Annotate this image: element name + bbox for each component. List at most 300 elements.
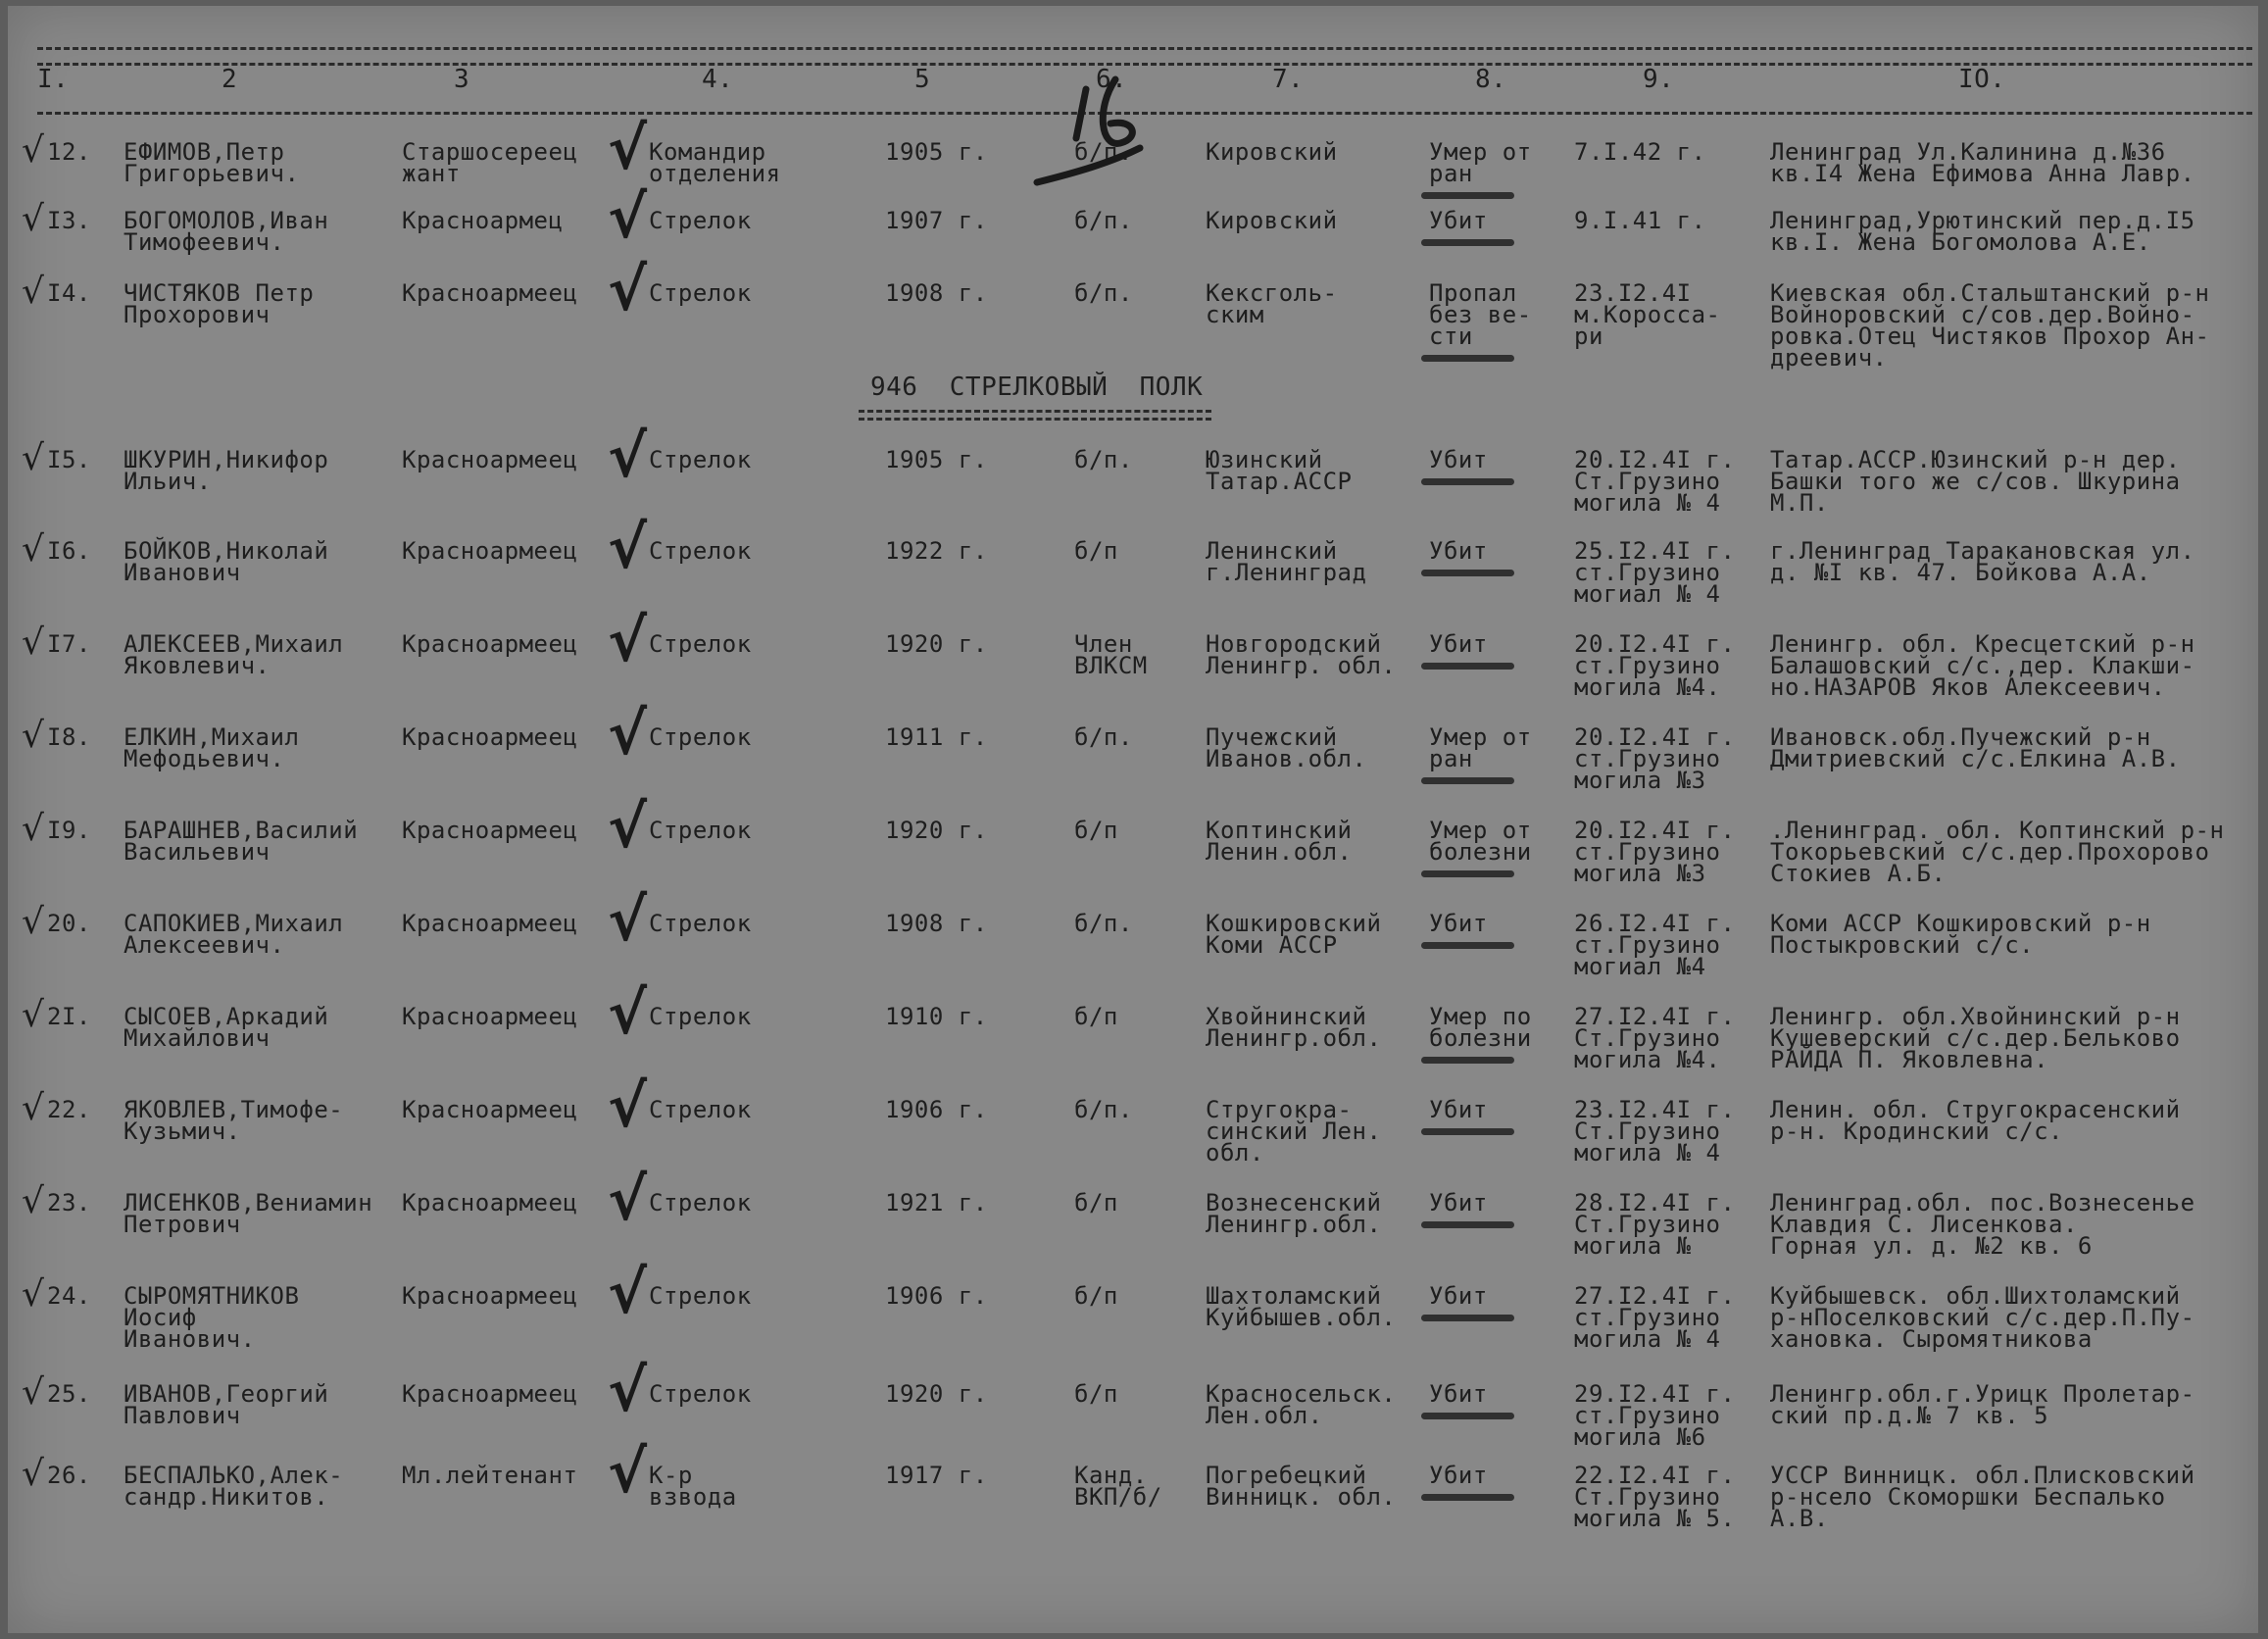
verification-check-mark: √ (608, 115, 648, 183)
birth-year: 1920 г. (885, 817, 988, 844)
section-title-underline-1 (859, 410, 1211, 413)
date-and-burial: ст.Грузино (1574, 1304, 1721, 1331)
rank: Мл.лейтенант (402, 1462, 578, 1489)
date-and-burial: Ст.Грузино (1574, 1118, 1721, 1145)
draft-district: Коми АССР (1206, 931, 1338, 959)
position: Стрелок (649, 910, 752, 937)
rank: Красноармеец (402, 630, 578, 658)
birth-year: 1910 г. (885, 1003, 988, 1030)
date-and-burial: 23.I2.4I (1574, 279, 1692, 307)
fate-status: Умер от (1429, 723, 1532, 751)
header-rule-2 (37, 63, 2252, 66)
birth-year: 1908 г. (885, 910, 988, 937)
row-number: I9. (47, 817, 91, 844)
fate-status: Убит (1429, 630, 1488, 658)
row-number: 22. (47, 1096, 91, 1123)
relatives-address: кв.I4 Жена Ефимова Анна Лавр. (1770, 160, 2195, 187)
date-and-burial: 29.I2.4I г. (1574, 1380, 1736, 1408)
party-membership: б/п. (1074, 723, 1133, 751)
fate-underline (1421, 355, 1514, 362)
row-number: I6. (47, 537, 91, 565)
date-and-burial: могила № 5. (1574, 1505, 1736, 1532)
relatives-address: Балашовский с/с.,дер. Клакши- (1770, 652, 2195, 679)
row-number: I5. (47, 446, 91, 473)
date-and-burial: ст.Грузино (1574, 652, 1721, 679)
date-and-burial: могила №4. (1574, 673, 1721, 701)
relatives-address: Ивановск.обл.Пучежский р-н (1770, 723, 2151, 751)
verification-check-mark: √ (608, 607, 648, 675)
date-and-burial: Ст.Грузино (1574, 1483, 1721, 1511)
fate-underline (1421, 1057, 1514, 1064)
row-tick-mark: √ (22, 1454, 44, 1494)
fate-underline (1421, 1221, 1514, 1228)
row-tick-mark: √ (22, 622, 44, 663)
position: Стрелок (649, 1282, 752, 1310)
draft-district: ским (1206, 301, 1264, 328)
row-number: 25. (47, 1380, 91, 1408)
header-rule-top (37, 47, 2252, 50)
party-membership: б/п. (1074, 910, 1133, 937)
verification-check-mark: √ (608, 1072, 648, 1141)
draft-district: Стругокра- (1206, 1096, 1353, 1123)
column-number-5: 5 (914, 65, 931, 94)
verification-check-mark: √ (608, 1357, 648, 1425)
date-and-burial: могиал № 4 (1574, 580, 1721, 608)
relatives-address: Ленин. обл. Стругокрасенский (1770, 1096, 2181, 1123)
relatives-address: р-нПоселковский с/с.дер.П.Пу- (1770, 1304, 2195, 1331)
draft-district: Татар.АССР (1206, 468, 1353, 495)
relatives-address: А.В. (1770, 1505, 1829, 1532)
fate-underline (1421, 570, 1514, 576)
row-number: I3. (47, 207, 91, 234)
row-tick-mark: √ (22, 809, 44, 849)
draft-district: Иванов.обл. (1206, 745, 1367, 772)
full-name: АЛЕКСЕЕВ,Михаил (123, 630, 344, 658)
relatives-address: Татар.АССР.Юзинский р-н дер. (1770, 446, 2181, 473)
relatives-address: .Ленинград. обл. Коптинский р-н (1770, 817, 2225, 844)
column-number-4: 4. (702, 65, 734, 94)
fate-underline (1421, 1315, 1514, 1321)
fate-status: Пропал (1429, 279, 1517, 307)
full-name: Кузьмич. (123, 1118, 241, 1145)
date-and-burial: 9.I.41 г. (1574, 207, 1706, 234)
relatives-address: УССР Винницк. обл.Плисковский (1770, 1462, 2195, 1489)
fate-status: без ве- (1429, 301, 1532, 328)
draft-district: Винницк. обл. (1206, 1483, 1397, 1511)
full-name: Яковлевич. (123, 652, 271, 679)
full-name: Алексеевич. (123, 931, 285, 959)
full-name: БЕСПАЛЬКО,Алек- (123, 1462, 344, 1489)
rank: Красноармеец (402, 723, 578, 751)
fate-status: болезни (1429, 838, 1532, 866)
fate-status: ран (1429, 745, 1473, 772)
relatives-address: р-нсело Скоморшки Беспалько (1770, 1483, 2166, 1511)
draft-district: Кошкировский (1206, 910, 1382, 937)
fate-status: Убит (1429, 207, 1488, 234)
date-and-burial: могила № 4 (1574, 1325, 1721, 1353)
date-and-burial: 25.I2.4I г. (1574, 537, 1736, 565)
row-number: I7. (47, 630, 91, 658)
position: Стрелок (649, 1380, 752, 1408)
rank: Красноармеец (402, 1003, 578, 1030)
row-number: 26. (47, 1462, 91, 1489)
full-name: ШКУРИН,Никифор (123, 446, 329, 473)
relatives-address: Стокиев А.Б. (1770, 860, 1947, 887)
draft-district: Шахтоламский (1206, 1282, 1382, 1310)
row-tick-mark: √ (22, 438, 44, 478)
draft-district: Ленингр. обл. (1206, 652, 1397, 679)
row-tick-mark: √ (22, 1274, 44, 1315)
section-title-underline-2 (859, 418, 1211, 421)
relatives-address: дреевич. (1770, 344, 1888, 372)
position: Стрелок (649, 1189, 752, 1217)
row-number: 23. (47, 1189, 91, 1217)
row-tick-mark: √ (22, 529, 44, 570)
relatives-address: р-н. Кродинский с/с. (1770, 1118, 2063, 1145)
fate-status: Убит (1429, 537, 1488, 565)
fate-underline (1421, 663, 1514, 670)
verification-check-mark: √ (608, 183, 648, 252)
fate-status: болезни (1429, 1024, 1532, 1052)
verification-check-mark: √ (608, 1259, 648, 1327)
date-and-burial: Ст.Грузино (1574, 468, 1721, 495)
relatives-address: Ленингр. обл. Кресцетский р-н (1770, 630, 2195, 658)
date-and-burial: 20.I2.4I г. (1574, 817, 1736, 844)
party-membership: б/п (1074, 1282, 1118, 1310)
full-name: Прохорович (123, 301, 271, 328)
fate-underline (1421, 1128, 1514, 1135)
fate-underline (1421, 478, 1514, 485)
row-number: I4. (47, 279, 91, 307)
party-membership: б/п. (1074, 138, 1133, 166)
row-number: 12. (47, 138, 91, 166)
birth-year: 1917 г. (885, 1462, 988, 1489)
party-membership: б/п. (1074, 207, 1133, 234)
relatives-address: Ленингр. обл.Хвойнинский р-н (1770, 1003, 2181, 1030)
full-name: Иванович. (123, 1325, 256, 1353)
row-number: 24. (47, 1282, 91, 1310)
birth-year: 1907 г. (885, 207, 988, 234)
full-name: Тимофеевич. (123, 228, 285, 256)
position: Стрелок (649, 723, 752, 751)
draft-district: Куйбышев.обл. (1206, 1304, 1397, 1331)
date-and-burial: Ст.Грузино (1574, 1211, 1721, 1238)
date-and-burial: 7.I.42 г. (1574, 138, 1706, 166)
date-and-burial: могила №6 (1574, 1423, 1706, 1451)
relatives-address: Войноровский с/сов.дер.Войно- (1770, 301, 2195, 328)
relatives-address: Башки того же с/сов. Шкурина (1770, 468, 2181, 495)
row-tick-mark: √ (22, 1181, 44, 1221)
birth-year: 1922 г. (885, 537, 988, 565)
date-and-burial: ст.Грузино (1574, 1402, 1721, 1429)
fate-underline (1421, 942, 1514, 949)
fate-status: Убит (1429, 1462, 1488, 1489)
column-number-2: 2 (222, 65, 238, 94)
relatives-address: Постыкровский с/с. (1770, 931, 2035, 959)
party-membership: Канд. (1074, 1462, 1148, 1489)
rank: Красноармеец (402, 910, 578, 937)
relatives-address: РАЙДА П. Яковлевна. (1770, 1046, 2049, 1073)
fate-status: Убит (1429, 1189, 1488, 1217)
relatives-address: Кушеверский с/с.дер.Бельково (1770, 1024, 2181, 1052)
date-and-burial: м.Коросса- (1574, 301, 1721, 328)
draft-district: обл. (1206, 1139, 1264, 1167)
date-and-burial: могила № 4 (1574, 489, 1721, 517)
date-and-burial: 22.I2.4I г. (1574, 1462, 1736, 1489)
verification-check-mark: √ (608, 700, 648, 769)
draft-district: Кексголь- (1206, 279, 1338, 307)
full-name: Петрович (123, 1211, 241, 1238)
rank: Красноармеец (402, 279, 578, 307)
relatives-address: Клавдия С. Лисенкова. (1770, 1211, 2078, 1238)
column-number-3: 3 (454, 65, 470, 94)
position: Стрелок (649, 537, 752, 565)
rank: Красноармеец (402, 1096, 578, 1123)
position: Стрелок (649, 817, 752, 844)
draft-district: Ленинский (1206, 537, 1338, 565)
row-tick-mark: √ (22, 1088, 44, 1128)
full-name: СЫСОЕВ,Аркадий (123, 1003, 329, 1030)
full-name: ЕФИМОВ,Петр (123, 138, 285, 166)
fate-underline (1421, 192, 1514, 199)
fate-status: Умер от (1429, 138, 1532, 166)
fate-underline (1421, 1413, 1514, 1419)
column-number-10: IO. (1958, 65, 2006, 94)
relatives-address: г.Ленинград Таракановская ул. (1770, 537, 2195, 565)
fate-status: Убит (1429, 1380, 1488, 1408)
draft-district: Новгородский (1206, 630, 1382, 658)
date-and-burial: 28.I2.4I г. (1574, 1189, 1736, 1217)
row-number: 2I. (47, 1003, 91, 1030)
date-and-burial: могила №3 (1574, 860, 1706, 887)
birth-year: 1908 г. (885, 279, 988, 307)
fate-status: Убит (1429, 910, 1488, 937)
draft-district: Кировский (1206, 138, 1338, 166)
draft-district: Юзинский (1206, 446, 1323, 473)
rank: Красноармеец (402, 817, 578, 844)
verification-check-mark: √ (608, 793, 648, 862)
party-membership: ВЛКСМ (1074, 652, 1148, 679)
date-and-burial: 27.I2.4I г. (1574, 1282, 1736, 1310)
rank: Красноармеец (402, 1282, 578, 1310)
party-membership: Член (1074, 630, 1133, 658)
full-name: ЛИСЕНКОВ,Вениамин (123, 1189, 373, 1217)
date-and-burial: ри (1574, 323, 1603, 350)
date-and-burial: ст.Грузино (1574, 838, 1721, 866)
draft-district: Лен.обл. (1206, 1402, 1323, 1429)
date-and-burial: 26.I2.4I г. (1574, 910, 1736, 937)
position: Стрелок (649, 279, 752, 307)
rank: Красноармеец (402, 1189, 578, 1217)
rank: Старшосереец (402, 138, 578, 166)
full-name: БОЙКОВ,Николай (123, 537, 329, 565)
relatives-address: Куйбышевск. обл.Шихтоламский (1770, 1282, 2181, 1310)
full-name: Иосиф (123, 1304, 197, 1331)
verification-check-mark: √ (608, 514, 648, 582)
verification-check-mark: √ (608, 1438, 648, 1507)
fate-status: Убит (1429, 446, 1488, 473)
fate-underline (1421, 239, 1514, 246)
birth-year: 1920 г. (885, 1380, 988, 1408)
row-number: 20. (47, 910, 91, 937)
date-and-burial: ст.Грузино (1574, 745, 1721, 772)
row-tick-mark: √ (22, 995, 44, 1035)
party-membership: б/п (1074, 1189, 1118, 1217)
relatives-address: но.НАЗАРОВ Яков Алексеевич. (1770, 673, 2166, 701)
fate-underline (1421, 777, 1514, 784)
row-tick-mark: √ (22, 1372, 44, 1413)
relatives-address: Ленинград,Урютинский пер.д.I5 (1770, 207, 2195, 234)
full-name: сандр.Никитов. (123, 1483, 329, 1511)
full-name: ИВАНОВ,Георгий (123, 1380, 329, 1408)
draft-district: Погребецкий (1206, 1462, 1367, 1489)
relatives-address: М.П. (1770, 489, 1829, 517)
verification-check-mark: √ (608, 979, 648, 1048)
full-name: ЕЛКИН,Михаил (123, 723, 300, 751)
verification-check-mark: √ (608, 886, 648, 955)
draft-district: синский Лен. (1206, 1118, 1382, 1145)
full-name: Григорьевич. (123, 160, 300, 187)
date-and-burial: 23.I2.4I г. (1574, 1096, 1736, 1123)
relatives-address: Токорьевский с/с.дер.Прохорово (1770, 838, 2210, 866)
draft-district: Ленингр.обл. (1206, 1211, 1382, 1238)
row-tick-mark: √ (22, 130, 44, 171)
relatives-address: ский пр.д.№ 7 кв. 5 (1770, 1402, 2049, 1429)
date-and-burial: могиал №4 (1574, 953, 1706, 980)
verification-check-mark: √ (608, 256, 648, 324)
full-name: САПОКИЕВ,Михаил (123, 910, 344, 937)
column-number-7: 7. (1272, 65, 1305, 94)
date-and-burial: могила № (1574, 1232, 1692, 1260)
draft-district: Хвойнинский (1206, 1003, 1367, 1030)
party-membership: б/п (1074, 1003, 1118, 1030)
relatives-address: Ленинград Ул.Калинина д.№36 (1770, 138, 2166, 166)
fate-underline (1421, 1494, 1514, 1501)
full-name: Павлович (123, 1402, 241, 1429)
birth-year: 1906 г. (885, 1096, 988, 1123)
row-tick-mark: √ (22, 199, 44, 239)
section-title: 946 СТРЕЛКОВЫЙ ПОЛК (870, 372, 1204, 402)
row-tick-mark: √ (22, 716, 44, 756)
handwritten-mark (1017, 65, 1155, 202)
party-membership: б/п. (1074, 1096, 1133, 1123)
party-membership: б/п (1074, 537, 1118, 565)
fate-status: Умер по (1429, 1003, 1532, 1030)
relatives-address: хановка. Сыромятникова (1770, 1325, 2093, 1353)
full-name: Иванович (123, 559, 241, 586)
verification-check-mark: √ (608, 1166, 648, 1234)
draft-district: Коптинский (1206, 817, 1353, 844)
relatives-address: д. №I кв. 47. Бойкова А.А. (1770, 559, 2151, 586)
rank: Красноармец (402, 207, 564, 234)
full-name: БОГОМОЛОВ,Иван (123, 207, 329, 234)
verification-check-mark: √ (608, 422, 648, 491)
position: Стрелок (649, 446, 752, 473)
party-membership: ВКП/б/ (1074, 1483, 1162, 1511)
date-and-burial: Ст.Грузино (1574, 1024, 1721, 1052)
position: Командир (649, 138, 766, 166)
party-membership: б/п (1074, 817, 1118, 844)
position: Стрелок (649, 207, 752, 234)
draft-district: Пучежский (1206, 723, 1338, 751)
fate-status: ран (1429, 160, 1473, 187)
column-number-9: 9. (1643, 65, 1675, 94)
relatives-address: Коми АССР Кошкировский р-н (1770, 910, 2151, 937)
column-number-1: I. (37, 65, 70, 94)
fate-underline (1421, 870, 1514, 877)
date-and-burial: могила № 4 (1574, 1139, 1721, 1167)
draft-district: Красносельск. (1206, 1380, 1397, 1408)
draft-district: Ленингр.обл. (1206, 1024, 1382, 1052)
date-and-burial: 27.I2.4I г. (1574, 1003, 1736, 1030)
rank: Красноармеец (402, 446, 578, 473)
birth-year: 1921 г. (885, 1189, 988, 1217)
draft-district: Вознесенский (1206, 1189, 1382, 1217)
fate-status: Убит (1429, 1096, 1488, 1123)
date-and-burial: ст.Грузино (1574, 559, 1721, 586)
column-number-8: 8. (1475, 65, 1507, 94)
relatives-address: Дмитриевский с/с.Елкина А.В. (1770, 745, 2181, 772)
date-and-burial: ст.Грузино (1574, 931, 1721, 959)
position: К-р (649, 1462, 693, 1489)
full-name: БАРАШНЕВ,Василий (123, 817, 359, 844)
relatives-address: ровка.Отец Чистяков Прохор Ан- (1770, 323, 2210, 350)
draft-district: г.Ленинград (1206, 559, 1367, 586)
full-name: Ильич. (123, 468, 212, 495)
row-tick-mark: √ (22, 902, 44, 942)
row-number: I8. (47, 723, 91, 751)
full-name: Мефодьевич. (123, 745, 285, 772)
position: Стрелок (649, 1096, 752, 1123)
rank: жант (402, 160, 461, 187)
document-page (8, 6, 2258, 1633)
party-membership: б/п. (1074, 279, 1133, 307)
party-membership: б/п (1074, 1380, 1118, 1408)
position: Стрелок (649, 1003, 752, 1030)
relatives-address: Ленингр.обл.г.Урицк Пролетар- (1770, 1380, 2195, 1408)
full-name: СЫРОМЯТНИКОВ (123, 1282, 300, 1310)
fate-status: сти (1429, 323, 1473, 350)
relatives-address: Ленинград.обл. пос.Вознесенье (1770, 1189, 2195, 1217)
position: отделения (649, 160, 781, 187)
full-name: ЯКОВЛЕВ,Тимофе- (123, 1096, 344, 1123)
draft-district: Ленин.обл. (1206, 838, 1353, 866)
birth-year: 1905 г. (885, 138, 988, 166)
party-membership: б/п. (1074, 446, 1133, 473)
fate-status: Убит (1429, 1282, 1488, 1310)
column-number-6: 6. (1096, 65, 1128, 94)
birth-year: 1911 г. (885, 723, 988, 751)
rank: Красноармеец (402, 537, 578, 565)
relatives-address: Киевская обл.Стальштанский р-н (1770, 279, 2210, 307)
rank: Красноармеец (402, 1380, 578, 1408)
date-and-burial: могила №4. (1574, 1046, 1721, 1073)
date-and-burial: 20.I2.4I г. (1574, 723, 1736, 751)
full-name: Михайлович (123, 1024, 271, 1052)
position: Стрелок (649, 630, 752, 658)
position: взвода (649, 1483, 737, 1511)
full-name: ЧИСТЯКОВ Петр (123, 279, 315, 307)
birth-year: 1920 г. (885, 630, 988, 658)
birth-year: 1905 г. (885, 446, 988, 473)
date-and-burial: 20.I2.4I г. (1574, 630, 1736, 658)
relatives-address: кв.I. Жена Богомолова А.Е. (1770, 228, 2151, 256)
date-and-burial: 20.I2.4I г. (1574, 446, 1736, 473)
birth-year: 1906 г. (885, 1282, 988, 1310)
date-and-burial: могила №3 (1574, 767, 1706, 794)
fate-status: Умер от (1429, 817, 1532, 844)
draft-district: Кировский (1206, 207, 1338, 234)
